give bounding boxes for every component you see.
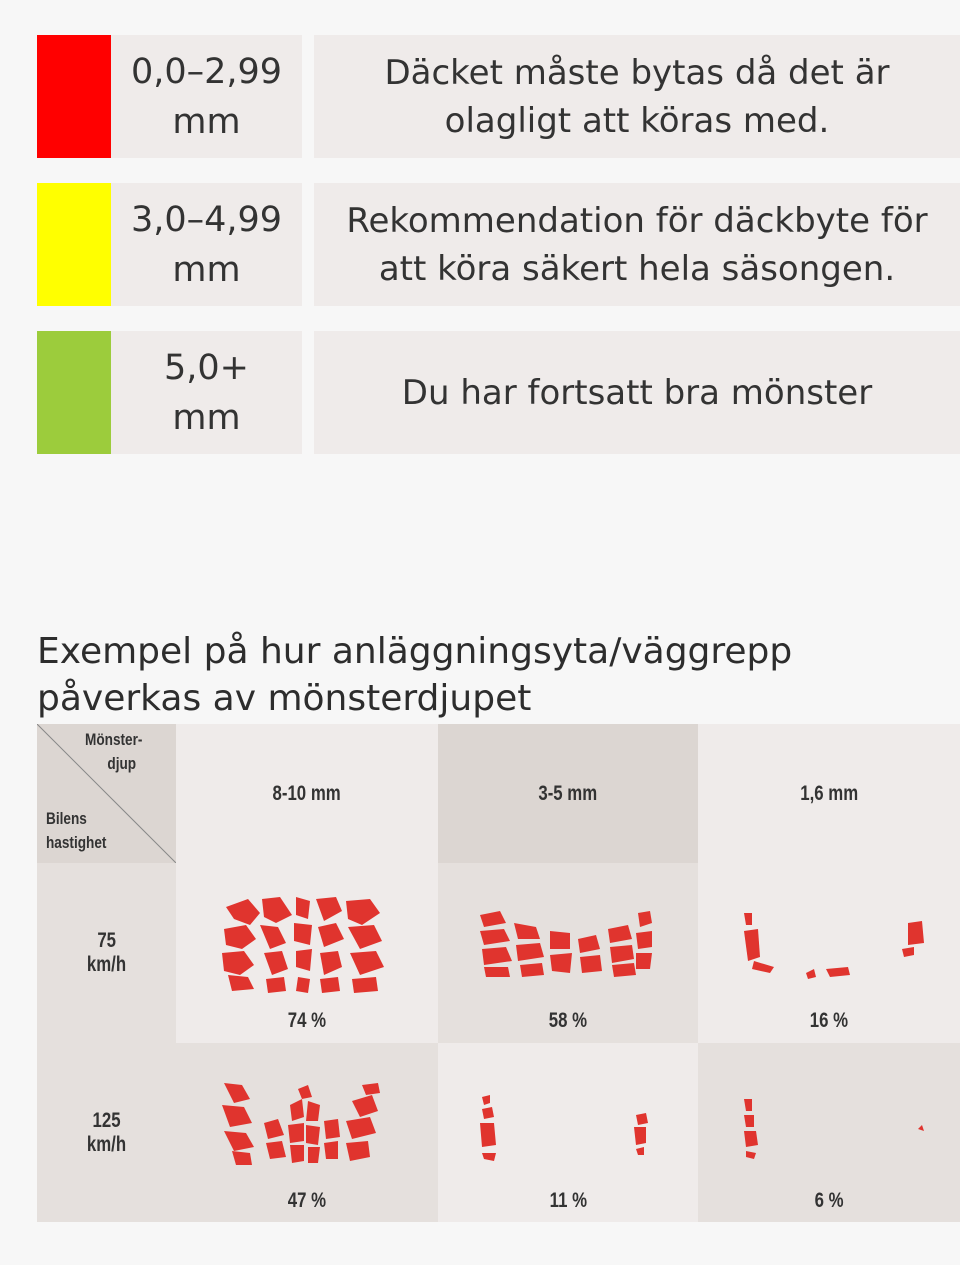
speed-unit: km/h xyxy=(86,953,127,976)
table-cell xyxy=(698,863,960,1043)
range-description xyxy=(314,331,960,454)
range-unit: mm xyxy=(172,397,241,438)
column-header-label: 3-5 mm xyxy=(538,781,598,805)
tread-footprint-icon xyxy=(478,909,654,979)
range-value: 0,0–2,99 xyxy=(130,51,283,92)
tread-footprint-icon xyxy=(740,911,930,983)
contact-percentage: 6 % xyxy=(814,1189,844,1212)
contact-percentage: 47 % xyxy=(287,1189,327,1212)
table-cell xyxy=(176,1043,438,1222)
table-cell xyxy=(698,1043,960,1222)
description-line: Rekommendation för däckbyte för xyxy=(346,200,928,241)
contact-percentage: 58 % xyxy=(548,1009,588,1032)
column-header xyxy=(176,724,438,863)
description-line: att köra säkert hela säsongen. xyxy=(378,248,896,289)
range-label xyxy=(111,183,302,306)
section-heading xyxy=(37,628,917,722)
tread-footprint-icon xyxy=(220,1081,386,1167)
column-header-label: 1,6 mm xyxy=(800,781,858,805)
heading-line: påverkas av mönsterdjupet xyxy=(37,678,532,719)
range-value: 5,0+ xyxy=(164,347,249,388)
range-label xyxy=(111,331,302,454)
range-unit: mm xyxy=(172,101,241,142)
tread-footprint-icon xyxy=(478,1093,654,1165)
table-cell xyxy=(438,1043,698,1222)
contact-percentage: 16 % xyxy=(809,1009,849,1032)
range-value: 3,0–4,99 xyxy=(130,199,283,240)
legend-row-yellow xyxy=(37,183,960,306)
corner-label-line: djup xyxy=(107,754,137,773)
legend-row-green xyxy=(37,331,960,454)
description-line: Du har fortsatt bra mönster xyxy=(401,372,873,413)
contact-percentage: 11 % xyxy=(549,1189,587,1212)
contact-patch-table xyxy=(37,724,960,1222)
row-header xyxy=(37,863,176,1043)
description-line: Däcket måste bytas då det är xyxy=(384,52,890,93)
tread-footprint-icon xyxy=(740,1097,930,1163)
corner-column-label xyxy=(85,728,157,776)
speed-unit: km/h xyxy=(86,1132,127,1156)
table-cell xyxy=(438,863,698,1043)
column-header xyxy=(438,724,698,863)
legend-row-red xyxy=(37,35,960,158)
corner-row-label xyxy=(46,807,122,855)
yellow-swatch xyxy=(37,183,111,306)
range-description xyxy=(314,35,960,158)
corner-label-line: hastighet xyxy=(46,833,107,852)
speed-value: 125 xyxy=(92,1108,121,1132)
range-label xyxy=(111,35,302,158)
tread-footprint-icon xyxy=(220,895,386,995)
row-header xyxy=(37,1043,176,1222)
corner-label-line: Bilens xyxy=(46,809,87,828)
range-unit: mm xyxy=(172,249,241,290)
description-line: olagligt att köras med. xyxy=(444,100,830,141)
table-cell xyxy=(176,863,438,1043)
heading-line: Exempel på hur anläggningsyta/väggrepp xyxy=(37,631,793,672)
range-description xyxy=(314,183,960,306)
table-corner-cell xyxy=(37,724,176,863)
green-swatch xyxy=(37,331,111,454)
corner-label-line: Mönster- xyxy=(85,730,143,749)
contact-percentage: 74 % xyxy=(287,1009,327,1032)
speed-value: 75 xyxy=(97,929,116,952)
column-header-label: 8-10 mm xyxy=(272,781,342,805)
red-swatch xyxy=(37,35,111,158)
column-header xyxy=(698,724,960,863)
